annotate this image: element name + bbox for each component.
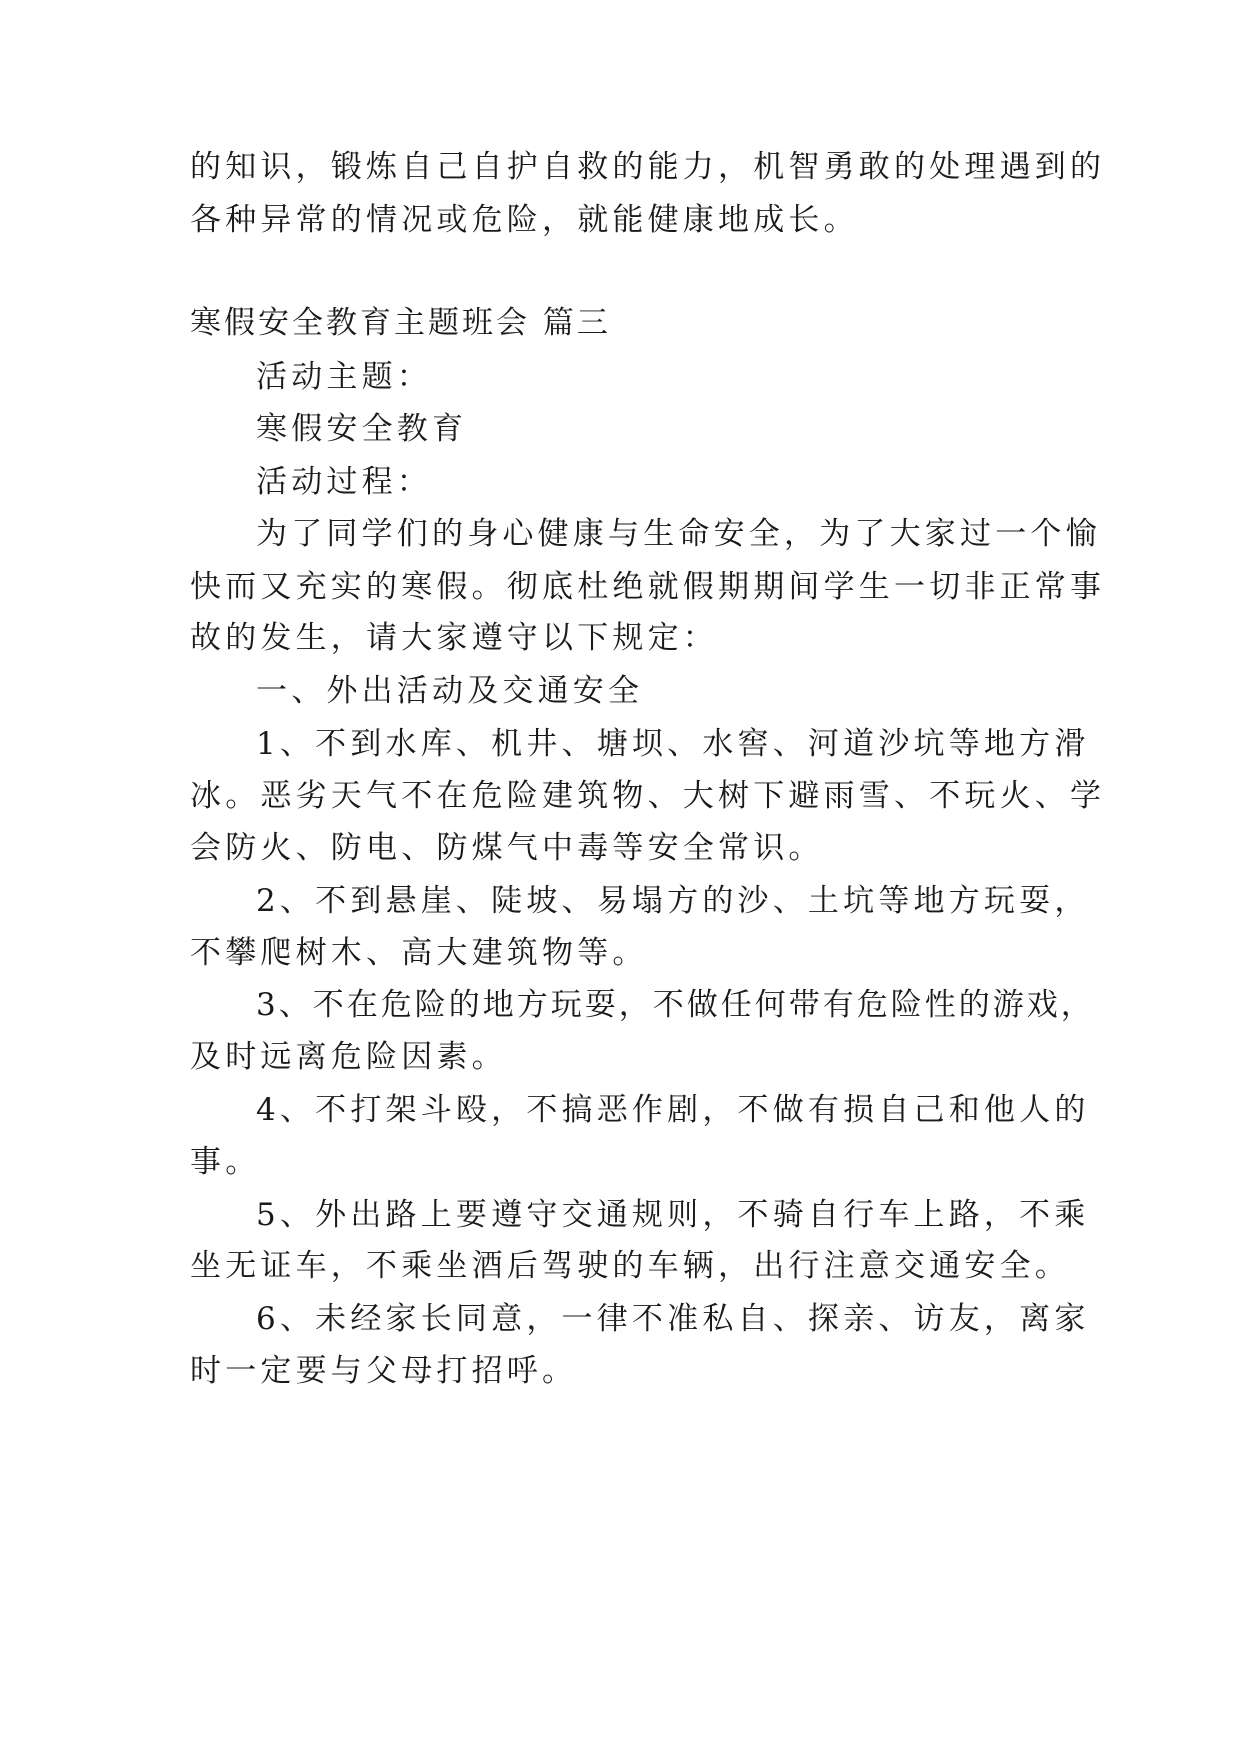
list-item-line: 不攀爬树木、高大建筑物等。 <box>190 935 648 971</box>
activity-process-label: 活动过程： <box>256 464 432 500</box>
list-item-line: 4、不打架斗殴，不搞恶作剧，不做有损自己和他人的 <box>256 1092 1090 1128</box>
list-item-line: 5、外出路上要遵守交通规则，不骑自行车上路，不乘 <box>256 1197 1090 1233</box>
list-item-line: 冰。恶劣天气不在危险建筑物、大树下避雨雪、不玩火、学 <box>190 778 1106 814</box>
paragraph-line: 为了同学们的身心健康与生命安全，为了大家过一个愉 <box>256 516 1101 552</box>
paragraph-line: 各种异常的情况或危险，就能健康地成长。 <box>190 202 859 238</box>
paragraph-line: 快而又充实的寒假。彻底杜绝就假期期间学生一切非正常事 <box>190 569 1106 605</box>
paragraph-line: 故的发生，请大家遵守以下规定： <box>190 620 718 656</box>
list-item-line: 1、不到水库、机井、塘坝、水窖、河道沙坑等地方滑 <box>256 726 1090 762</box>
list-item-line: 事。 <box>190 1144 261 1180</box>
list-item-line: 及时远离危险因素。 <box>190 1039 507 1075</box>
subsection-heading: 一、外出活动及交通安全 <box>256 673 644 709</box>
list-item-line: 会防火、防电、防煤气中毒等安全常识。 <box>190 830 824 866</box>
activity-theme-value: 寒假安全教育 <box>256 411 468 447</box>
activity-theme-label: 活动主题： <box>256 359 432 395</box>
paragraph-line: 的知识，锻炼自己自护自救的能力，机智勇敢的处理遇到的 <box>190 149 1106 185</box>
list-item-line: 3、不在危险的地方玩耍，不做任何带有危险性的游戏， <box>256 987 1095 1023</box>
section-heading: 寒假安全教育主题班会 篇三 <box>190 305 611 341</box>
list-item-line: 6、未经家长同意，一律不准私自、探亲、访友，离家 <box>256 1301 1090 1337</box>
list-item-line: 2、不到悬崖、陡坡、易塌方的沙、土坑等地方玩耍， <box>256 883 1090 919</box>
list-item-line: 坐无证车，不乘坐酒后驾驶的车辆，出行注意交通安全。 <box>190 1248 1070 1284</box>
list-item-line: 时一定要与父母打招呼。 <box>190 1353 578 1389</box>
